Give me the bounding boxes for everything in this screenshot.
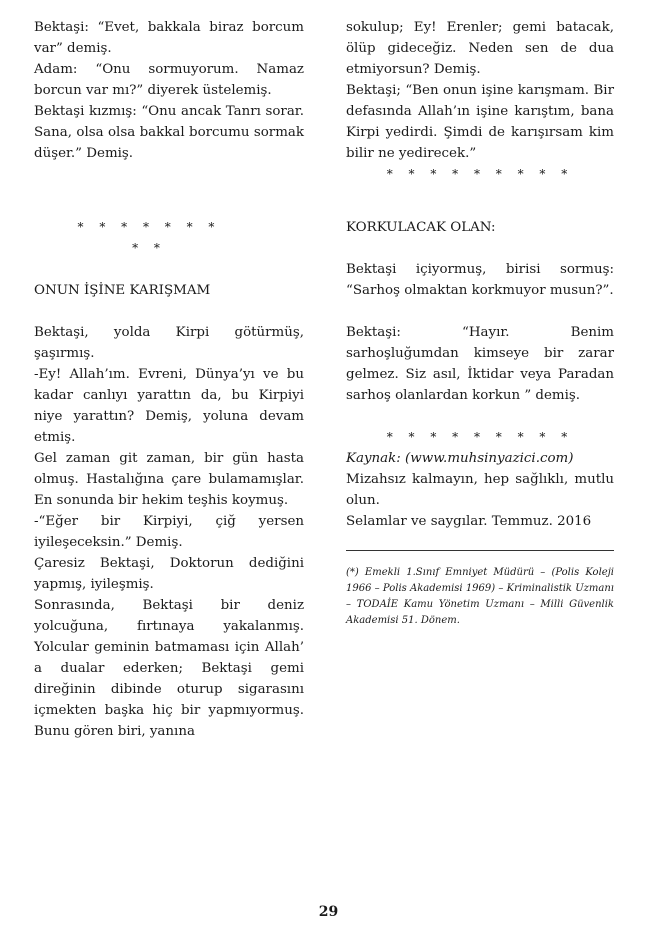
paragraph: Bektaşi: “Hayır. Benim sarhoşluğumdan kimseye bir zarar gelmez. Siz asıl, İktidar veya Paradan sarhoş olanlardan korkun ” demiş. — [346, 325, 614, 403]
paragraph: Gel zaman git zaman, bir gün hasta olmuş. Hastalığına çare bulamamışlar. En sonunda bir hekim teşhis koymuş. — [34, 451, 304, 508]
section-heading: ONUN İŞİNE KARIŞMAM — [34, 283, 211, 298]
section-divider: * * * * * * * * * — [77, 220, 221, 255]
footnote: (*) Emekli 1.Sınıf Emniyet Müdürü – (Polis Koleji 1966 – Polis Akademisi 1969) – Kriminalistik Uzmanı – TODAİE Kamu Yönetim Uzmanı – Milli Güvenlik Akademisi 51. Dönem. — [346, 567, 614, 626]
footnote-divider — [346, 550, 614, 551]
paragraph: -“Eğer bir Kirpiyi, çiğ yersen iyileşeceksin.” Demiş. — [34, 514, 304, 550]
paragraph: Adam: “Onu sormuyorum. Namaz borcun var mı?” diyerek üstelemiş. — [34, 62, 304, 98]
paragraph: Bektaşi kızmış: “Onu ancak Tanrı sorar. Sana, olsa olsa bakkal borcumu sormak düşer.” Demiş. — [34, 104, 304, 161]
paragraph: Bektaşi: “Evet, bakkala biraz borcum var” demiş. — [34, 20, 304, 56]
paragraph: Bektaşi; “Ben onun işine karışmam. Bir defasında Allah’ın işine karıştım, bana Kirpi yedirdi. Şimdi de karışırsam kim bilir ne yedirecek.” — [346, 83, 614, 161]
right-column — [346, 17, 614, 629]
closing-line: Mizahsız kalmayın, hep sağlıklı, mutlu olun. — [346, 472, 614, 508]
page-number: 29 — [318, 904, 339, 920]
paragraph: Bektaşi, yolda Kirpi götürmüş, şaşırmış. — [34, 325, 304, 361]
paragraph: sokulup; Ey! Erenler; gemi batacak, ölüp gideceğiz. Neden sen de dua etmiyorsun? Demiş. — [346, 20, 614, 77]
paragraph: Sonrasında, Bektaşi bir deniz yolcuğuna, fırtınaya yakalanmış. Yolcular geminin batmaması için Allah’ a dualar ederken; Bektaşi gemi direğinin dibinde oturup sigarasını içmekten başka hiç bir yapmıyormuş. Bunu gören biri, yanına — [34, 598, 304, 739]
section-divider: * * * * * * * * * — [386, 430, 574, 444]
paragraph: Bektaşi içiyormuş, birisi sormuş: “Sarhoş olmaktan korkmuyor musun?”. — [346, 262, 614, 298]
section-divider: * * * * * * * * * — [386, 167, 574, 181]
paragraph: Çaresiz Bektaşi, Doktorun dediğini yapmış, iyileşmiş. — [34, 556, 304, 592]
closing-line: Selamlar ve saygılar. Temmuz. 2016 — [346, 514, 592, 529]
paragraph: -Ey! Allah’ım. Evreni, Dünya’yı ve bu kadar canlıyı yarattın da, bu Kirpiyi niye yarattın? Demiş, yoluna devam etmiş. — [34, 367, 304, 445]
section-heading: KORKULACAK OLAN: — [346, 220, 496, 235]
source-citation: Kaynak: (www.muhsinyazici.com) — [346, 451, 574, 466]
left-column — [34, 17, 304, 742]
